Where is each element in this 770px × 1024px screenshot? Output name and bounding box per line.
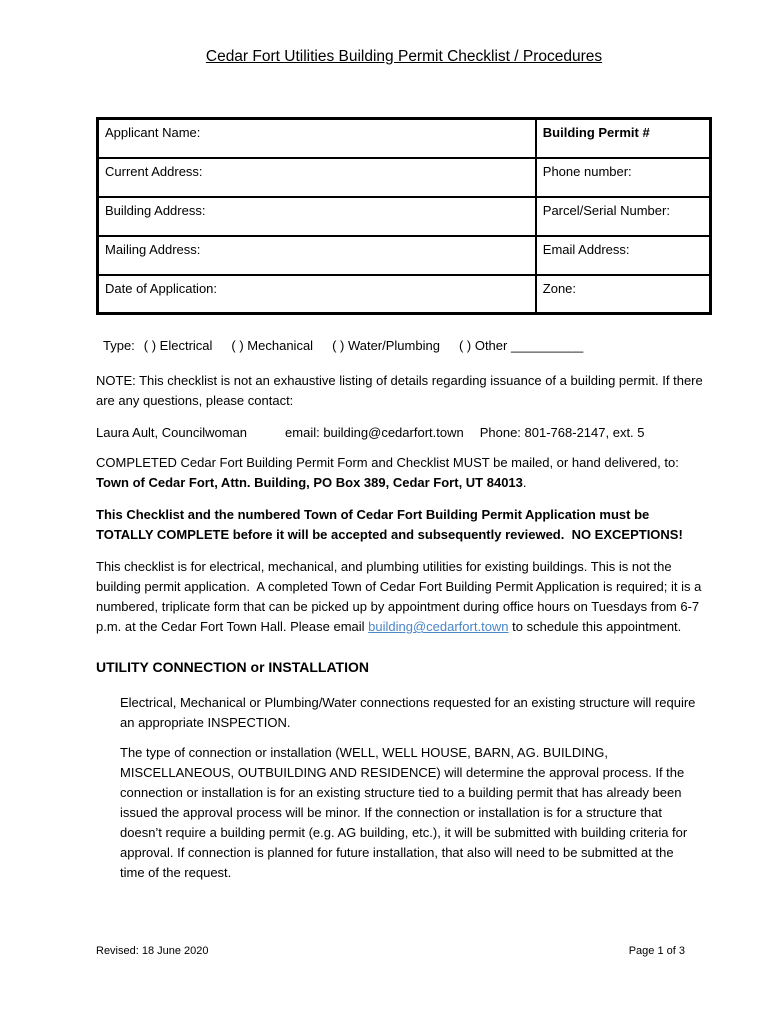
section-paragraph-inspection: Electrical, Mechanical or Plumbing/Water connections requested for an existing structure will require an appropriate INSPECTION. bbox=[120, 695, 700, 730]
table-row bbox=[98, 119, 711, 158]
contact-name: Laura Ault, Councilwoman bbox=[96, 425, 248, 440]
contact-email: email: building@cedarfort.town bbox=[285, 425, 464, 440]
type-option-water-plumbing: ( ) Water/Plumbing bbox=[332, 338, 440, 353]
type-option-other: ( ) Other __________ bbox=[458, 338, 584, 353]
field-date-of-application: Date of Application: bbox=[98, 275, 536, 314]
table-row bbox=[98, 197, 711, 236]
table-row bbox=[98, 158, 711, 197]
type-option-mechanical: ( ) Mechanical bbox=[231, 338, 314, 353]
section-paragraph-connection-type: The type of connection or installation (WELL, WELL HOUSE, BARN, AG. BUILDING, MISCELLANEOUS, OUTBUILDING AND RESIDENCE) will determine the approval process. If the connection or installation is for an existing structure tied to a building permit that has already been issued the approval process will be minor. If the connection or installation is for a structure that doesn’t require a building permit (e.g. AG building, etc.), it will be submitted with building criteria for approval. If connection is planned for future installation, that also will need to be submitted at the time of the request. bbox=[120, 745, 691, 880]
field-building-permit-number: Building Permit # bbox=[536, 119, 711, 158]
completed-paragraph bbox=[96, 453, 706, 493]
field-phone-number: Phone number: bbox=[536, 158, 711, 197]
field-current-address: Current Address: bbox=[98, 158, 536, 197]
checklist-paragraph bbox=[96, 557, 706, 637]
table-row bbox=[98, 275, 711, 314]
applicant-info-table bbox=[96, 117, 712, 315]
checklist-text-before: This checklist is for electrical, mechanical, and plumbing utilities for existing buildings. This is not the building permit application. A completed Town of Cedar Fort Building Permit Application is required; it is a numbered, triplicate form that can be picked up by appointment during office hours on Tuesdays from 6-7 p.m. at the Cedar Fort Town Hall. Please email bbox=[96, 559, 705, 634]
note-paragraph: NOTE: This checklist is not an exhaustive listing of details regarding issuance of a building permit. If there are any questions, please contact: bbox=[96, 373, 707, 408]
checklist-text-after: to schedule this appointment. bbox=[508, 619, 682, 634]
contact-phone: Phone: 801-768-2147, ext. 5 bbox=[479, 425, 645, 440]
type-line bbox=[96, 336, 712, 356]
email-link[interactable]: building@cedarfort.town bbox=[368, 619, 509, 634]
field-building-address: Building Address: bbox=[98, 197, 536, 236]
page-footer bbox=[96, 944, 685, 958]
table-row bbox=[98, 236, 711, 275]
field-mailing-address: Mailing Address: bbox=[98, 236, 536, 275]
type-label: Type: bbox=[103, 338, 135, 353]
field-parcel-serial-number: Parcel/Serial Number: bbox=[536, 197, 711, 236]
footer-page-number: Page 1 of 3 bbox=[628, 945, 685, 957]
section-heading: UTILITY CONNECTION or INSTALLATION bbox=[96, 659, 369, 675]
field-email-address: Email Address: bbox=[536, 236, 711, 275]
contact-line bbox=[96, 423, 706, 443]
document-title: Cedar Fort Utilities Building Permit Checklist / Procedures bbox=[205, 48, 603, 65]
footer-revised-date: Revised: 18 June 2020 bbox=[96, 945, 209, 957]
completed-text: COMPLETED Cedar Fort Building Permit Form and Checklist MUST be mailed, or hand delivered, to: bbox=[96, 455, 683, 470]
type-option-electrical: ( ) Electrical bbox=[143, 338, 213, 353]
emphasis-paragraph: This Checklist and the numbered Town of Cedar Fort Building Permit Application must be TOTALLY COMPLETE before it will be accepted and subsequently reviewed. NO EXCEPTIONS! bbox=[96, 507, 683, 542]
field-zone: Zone: bbox=[536, 275, 711, 314]
completed-period: . bbox=[522, 475, 527, 490]
mailing-address-bold: Town of Cedar Fort, Attn. Building, PO Box 389, Cedar Fort, UT 84013 bbox=[96, 475, 523, 490]
document-content bbox=[96, 46, 712, 883]
field-applicant-name: Applicant Name: bbox=[98, 119, 536, 158]
